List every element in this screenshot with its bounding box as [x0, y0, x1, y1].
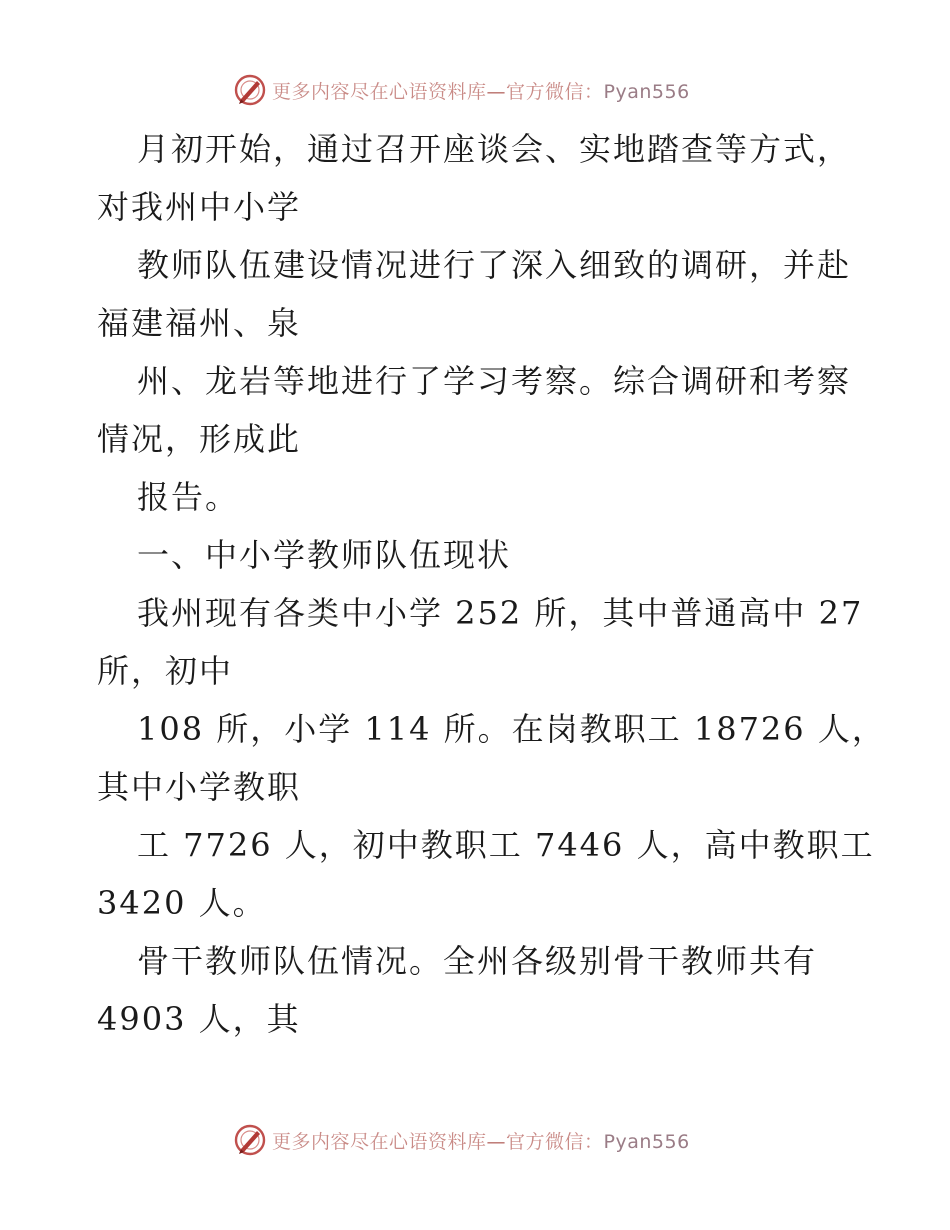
text-line: 州、龙岩等地进行了学习考察。综合调研和考察	[137, 362, 852, 400]
text-line: 4903 人，其	[97, 1000, 301, 1038]
text-line: 骨干教师队伍情况。全州各级别骨干教师共有	[137, 942, 818, 980]
text-line: 教师队伍建设情况进行了深入细致的调研，并赴	[137, 246, 852, 284]
footer-watermark	[232, 1121, 732, 1159]
watermark-separator: —	[486, 1130, 507, 1153]
section-heading: 一、中小学教师队伍现状	[137, 536, 512, 574]
text-line: 对我州中小学	[97, 188, 302, 226]
text-line: 其中小学教职	[97, 768, 302, 806]
document-body	[97, 120, 886, 1048]
text-line: 福建福州、泉	[97, 304, 302, 342]
text-line: 报告。	[137, 478, 240, 516]
watermark-separator: —	[486, 80, 507, 103]
watermark-wechat-id: Pyan556	[603, 80, 690, 103]
watermark-wechat-label: 官方微信：	[506, 1130, 604, 1153]
pen-logo-icon	[232, 72, 268, 108]
text-line: 工 7726 人，初中教职工 7446 人，高中教职工	[137, 826, 875, 864]
text-line: 108 所，小学 114 所。在岗教职工 18726 人，	[137, 710, 886, 748]
text-line: 月初开始，通过召开座谈会、实地踏查等方式，	[137, 130, 852, 168]
text-line: 3420 人。	[97, 884, 267, 922]
watermark-text	[272, 1127, 690, 1154]
watermark-wechat-label: 官方微信：	[506, 80, 604, 103]
text-line: 我州现有各类中小学 252 所，其中普通高中 27	[137, 594, 864, 632]
text-line: 所，初中	[97, 652, 234, 690]
header-watermark	[232, 71, 732, 109]
pen-logo-icon	[232, 1122, 268, 1158]
watermark-wechat-id: Pyan556	[603, 1130, 690, 1153]
watermark-brand: 更多内容尽在心语资料库	[272, 80, 487, 103]
watermark-brand: 更多内容尽在心语资料库	[272, 1130, 487, 1153]
watermark-text	[272, 77, 690, 104]
text-line: 情况，形成此	[97, 420, 302, 458]
